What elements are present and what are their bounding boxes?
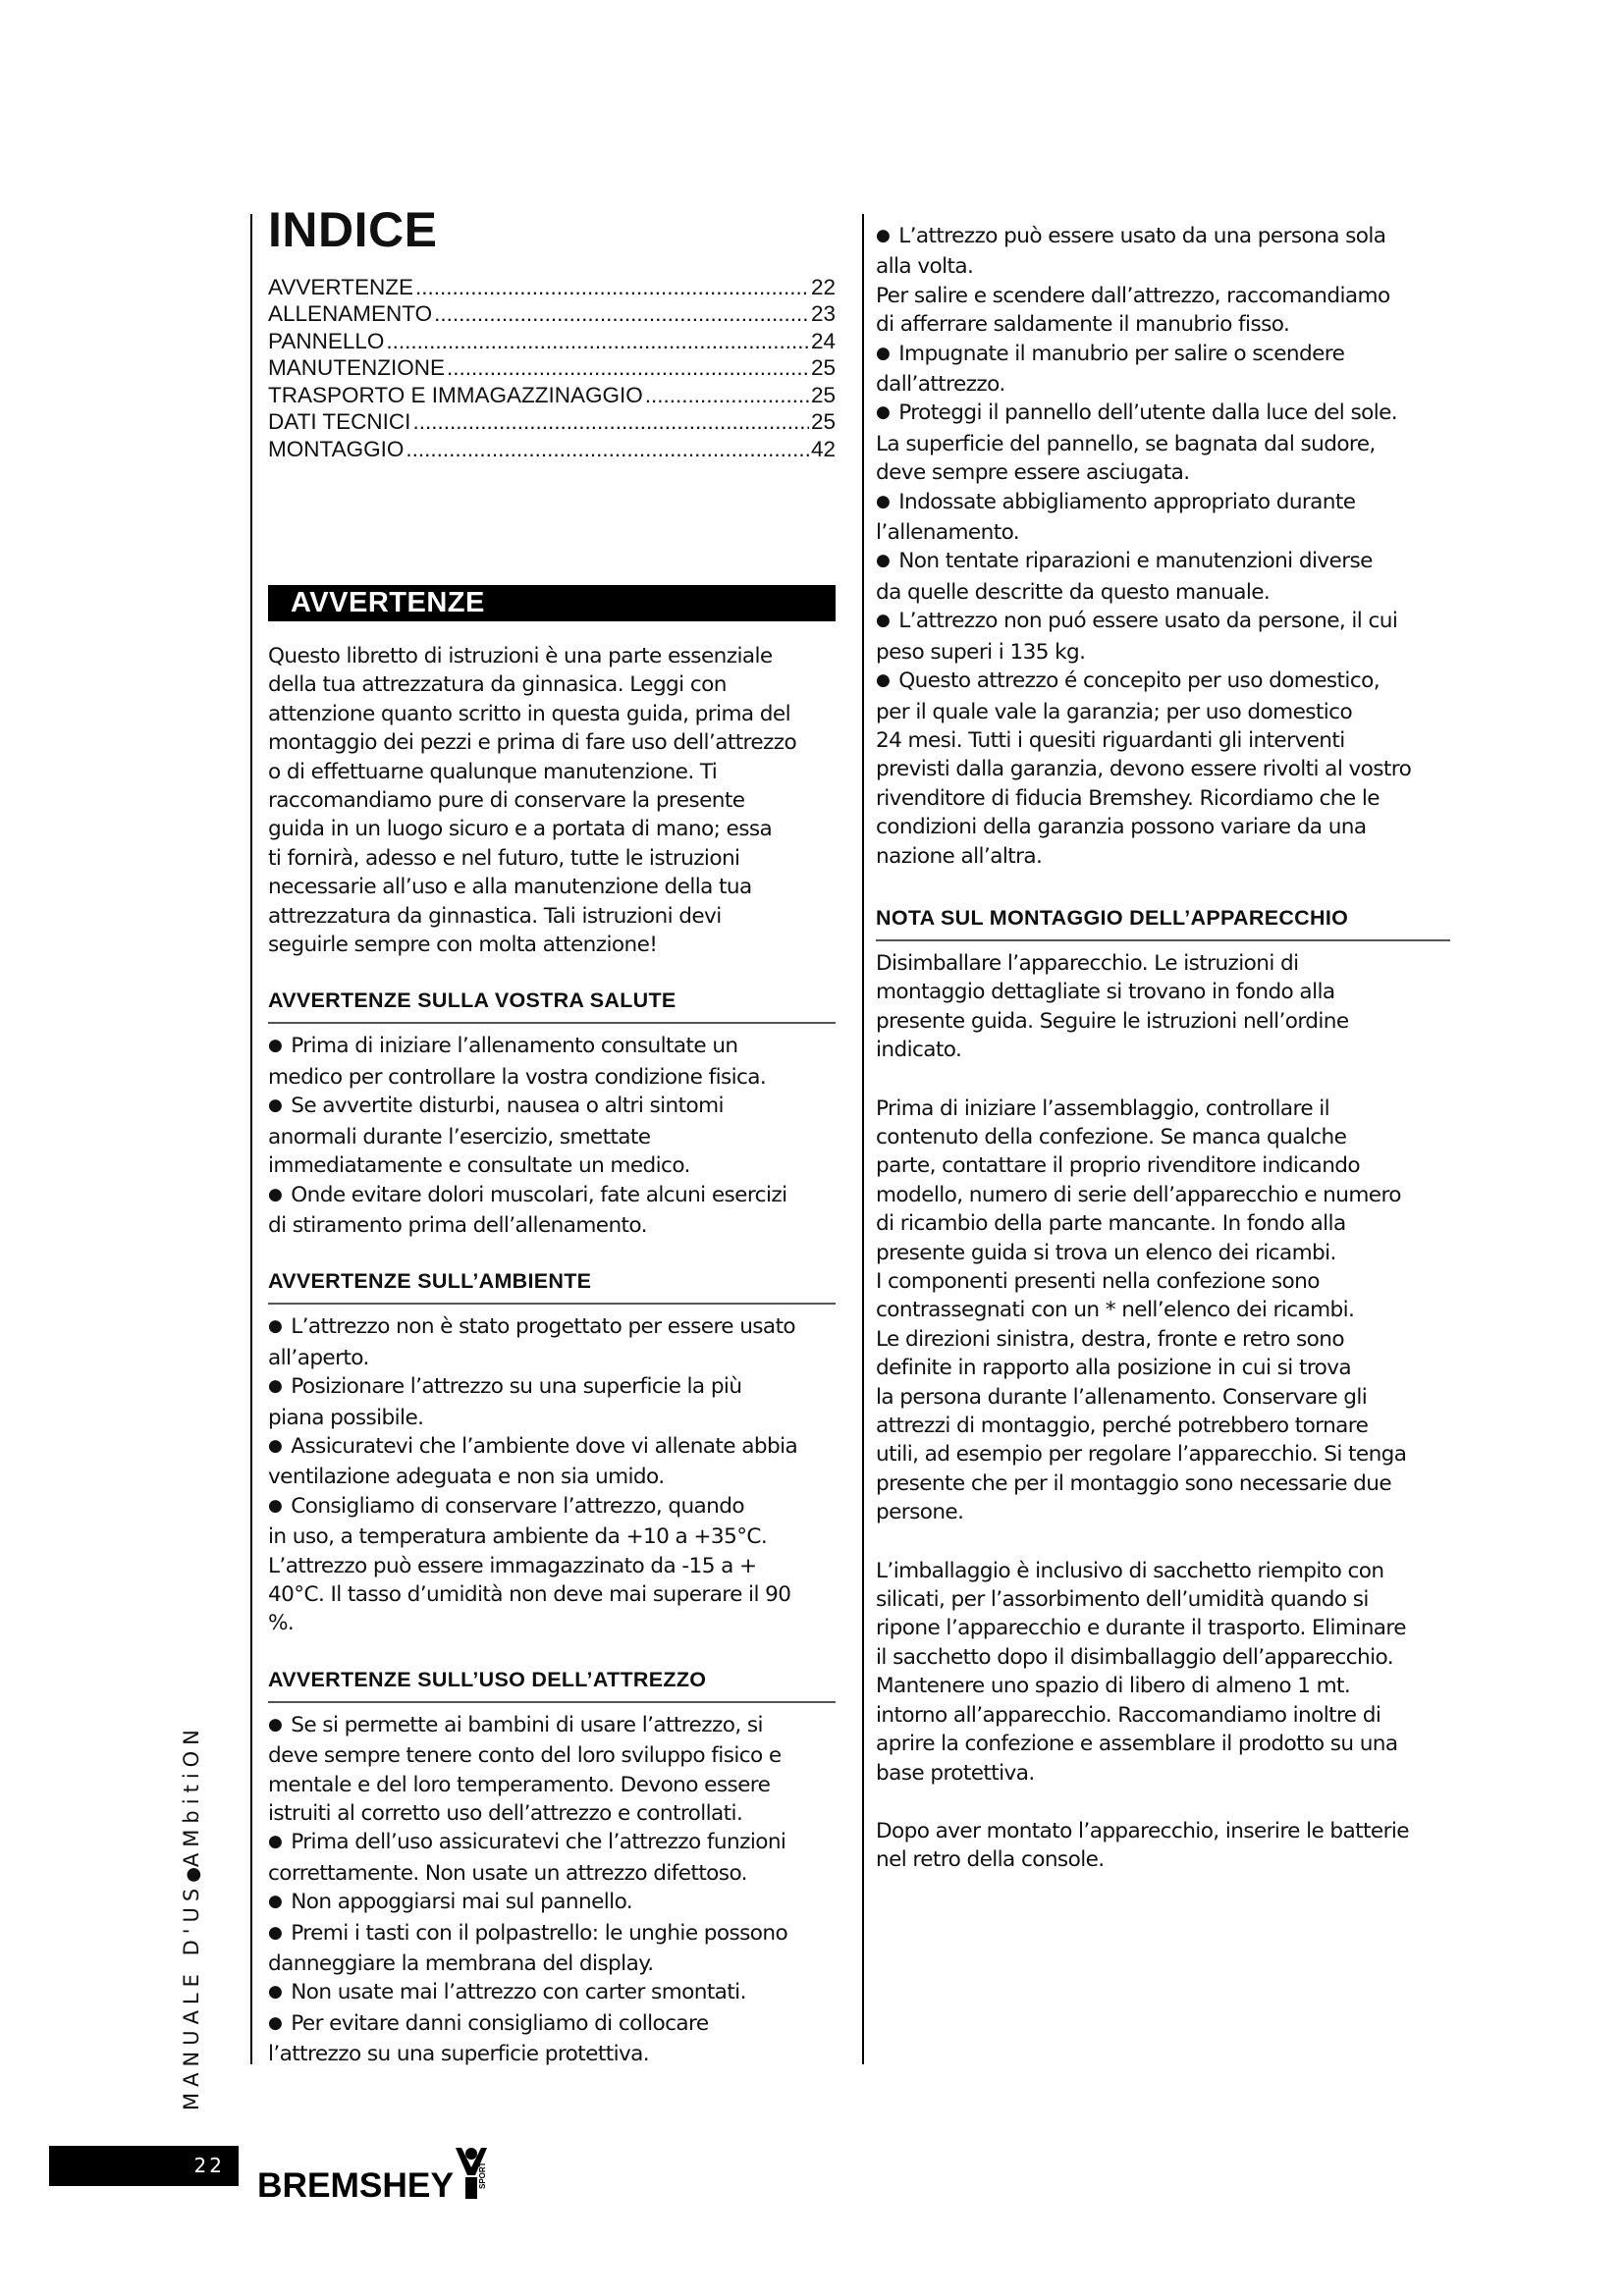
toc-entry-label: PANNELLO (268, 328, 385, 353)
salute-line: medico per controllare la vostra condizione fisica. (268, 1064, 767, 1090)
toc-list (268, 274, 836, 463)
toc-entry-page: 24 (810, 328, 836, 353)
salute-line: ● Prima di iniziare l’allenamento consultate un (268, 1032, 836, 1062)
toc-title: INDICE (268, 202, 438, 257)
uso-cont-line: ● Indossate abbigliamento appropriato durante (876, 488, 1450, 518)
salute-line: ● Onde evitare dolori muscolari, fate alcuni esercizi (268, 1181, 836, 1211)
montaggio-p4-line: nel retro della console. (876, 1847, 1105, 1873)
uso-cont-line: ● Non tentate riparazioni e manutenzioni diverse (876, 547, 1450, 577)
middle-column-rule (862, 214, 864, 2064)
toc-entry-page: 42 (810, 436, 836, 461)
uso-cont-line: 24 mesi. Tutti i quesiti riguardanti gli interventi (876, 727, 1345, 753)
intro-line: attrezzatura da ginnastica. Tali istruzioni devi (268, 903, 722, 929)
ambiente-line: 40°C. Il tasso d’umidità non deve mai superare il 90 (268, 1581, 791, 1607)
uso-cont-line: per il quale vale la garanzia; per uso domestico (876, 699, 1353, 724)
logo-figure-body-icon (465, 2177, 477, 2199)
montaggio-paragraph-1 (876, 949, 1450, 1065)
ambiente-line: ● Consigliamo di conservare l’attrezzo, quando (268, 1492, 836, 1522)
intro-line: guida in un luogo sicuro e a portata di mano; essa (268, 817, 773, 842)
ambiente-list (268, 1312, 836, 1637)
side-manual-title (180, 1724, 203, 2110)
uso-line: correttamente. Non usate un attrezzo difettoso. (268, 1860, 747, 1886)
brand-suffix: SPORT (478, 2162, 487, 2189)
ambiente-line: ● L’attrezzo non è stato progettato per essere usato (268, 1312, 836, 1343)
left-column-rule (250, 214, 252, 2064)
side-dot-icon: ● (183, 1867, 203, 1883)
toc-leader-dots (415, 274, 809, 301)
montaggio-p2-line: presente che per il montaggio sono necessarie due (876, 1470, 1392, 1496)
toc-leader-dots (434, 300, 809, 328)
toc-leader-dots (406, 436, 809, 463)
uso-cont-line: peso superi i 135 kg. (876, 639, 1086, 665)
toc-entry-label: MANUTENZIONE (268, 355, 445, 380)
montaggio-p2-line: persone. (876, 1500, 964, 1525)
salute-line: anormali durante l’esercizio, smettate (268, 1124, 651, 1149)
toc-entry-page: 22 (810, 274, 836, 299)
uso-cont-line: ● L’attrezzo può essere usato da una persona sola (876, 222, 1450, 252)
montaggio-p2-line: modello, numero di serie dell’apparecchio e numero (876, 1182, 1401, 1207)
intro-line: raccomandiamo pure di conservare la presente (268, 788, 745, 814)
montaggio-p2-line: presente guida si trova un elenco dei ricambi. (876, 1240, 1336, 1265)
montaggio-p2-line: I componenti presenti nella confezione sono (876, 1269, 1320, 1294)
uso-cont-line: l’allenamento. (876, 520, 1020, 546)
uso-line: ● Se si permette ai bambini di usare l’attrezzo, si (268, 1711, 836, 1741)
salute-line: ● Se avvertite disturbi, nausea o altri sintomi (268, 1092, 836, 1122)
side-title-part-b: AMbitiON (180, 1724, 203, 1868)
toc-entry-label: DATI TECNICI (268, 409, 411, 434)
toc-entry (268, 408, 836, 436)
montaggio-p2-line: contenuto della confezione. Se manca qualche (876, 1124, 1347, 1149)
toc-leader-dots (386, 328, 809, 355)
intro-line: attenzione quanto scritto in questa guida, prima del (268, 701, 790, 726)
uso-cont-line: previsti dalla garanzia, devono essere rivolti al vostro (876, 757, 1412, 782)
uso-cont-line: rivenditore di fiducia Bremshey. Ricordiamo che le (876, 785, 1380, 811)
uso-line: danneggiare la membrana del display. (268, 1951, 654, 1977)
left-column (268, 204, 836, 2069)
toc-entry-page: 23 (810, 301, 836, 326)
ambiente-line: ● Assicuratevi che l’ambiente dove vi allenate abbia (268, 1432, 836, 1463)
salute-line: immediatamente e consultate un medico. (268, 1153, 690, 1179)
ambiente-line: L’attrezzo può essere immagazzinato da -15 a + (268, 1553, 757, 1578)
montaggio-heading: NOTA SUL MONTAGGIO DELL’APPARECCHIO (876, 906, 1450, 941)
montaggio-paragraph-3 (876, 1557, 1450, 1788)
toc-entry-label: ALLENAMENTO (268, 301, 433, 326)
montaggio-p2-line: di ricambio della parte mancante. In fondo alla (876, 1211, 1346, 1237)
montaggio-p1-line: Disimballare l’apparecchio. Le istruzioni di (876, 950, 1299, 976)
toc-leader-dots (447, 354, 809, 382)
toc-entry (268, 354, 836, 382)
uso-cont-line: La superficie del pannello, se bagnata dal sudore, (876, 431, 1376, 456)
uso-line: istruiti al corretto uso dell’attrezzo e controllati. (268, 1801, 743, 1826)
montaggio-p2-line: parte, contattare il proprio rivenditore indicando (876, 1153, 1360, 1179)
montaggio-p1-line: montaggio dettagliate si trovano in fondo alla (876, 980, 1335, 1005)
uso-cont-line: ● Proteggi il pannello dell’utente dalla luce del sole. (876, 399, 1450, 429)
toc-leader-dots (645, 382, 809, 409)
montaggio-p3-line: base protettiva. (876, 1760, 1035, 1786)
uso-line: ● Per evitare danni consigliamo di collocare (268, 2009, 836, 2040)
ambiente-heading: AVVERTENZE SULL’AMBIENTE (268, 1269, 836, 1305)
toc-entry-label: MONTAGGIO (268, 436, 405, 461)
avvertenze-intro (268, 642, 836, 959)
intro-line: necessarie all’uso e alla manutenzione della tua (268, 875, 752, 900)
toc-entry-page: 25 (810, 382, 836, 407)
intro-line: ti fornirà, adesso e nel futuro, tutte le istruzioni (268, 845, 740, 871)
uso-line: mentale e del loro temperamento. Devono essere (268, 1772, 771, 1797)
ambiente-line: ● Posizionare l’attrezzo su una superficie la più (268, 1372, 836, 1403)
ambiente-line: all’aperto. (268, 1345, 369, 1370)
montaggio-p2-line: la persona durante l’allenamento. Conservare gli (876, 1384, 1368, 1410)
uso-heading: AVVERTENZE SULL’USO DELL’ATTREZZO (268, 1668, 836, 1703)
uso-line: deve sempre tenere conto del loro sviluppo fisico e (268, 1743, 782, 1769)
uso-cont-line: alla volta. (876, 254, 974, 280)
salute-heading: AVVERTENZE SULLA VOSTRA SALUTE (268, 988, 836, 1024)
intro-line: seguirle sempre con molta attenzione! (268, 933, 658, 958)
uso-line: ● Prima dell’uso assicuratevi che l’attrezzo funzioni (268, 1828, 836, 1858)
uso-cont-line: condizioni della garanzia possono variare da una (876, 815, 1367, 840)
right-column (876, 222, 1450, 1875)
toc-entry-label: AVVERTENZE (268, 274, 413, 299)
intro-line: della tua attrezzatura da ginnasica. Leggi con (268, 672, 727, 698)
uso-cont-line: Per salire e scendere dall’attrezzo, raccomandiamo (876, 283, 1390, 308)
bremshey-logo (257, 2142, 493, 2211)
ambiente-line: piana possibile. (268, 1405, 424, 1430)
montaggio-p3-line: L’imballaggio è inclusivo di sacchetto riempito con (876, 1558, 1384, 1583)
uso-cont-line: ● L’attrezzo non puó essere usato da persone, il cui (876, 607, 1450, 637)
montaggio-p4-line: Dopo aver montato l’apparecchio, inserire le batterie (876, 1818, 1409, 1843)
montaggio-p3-line: ripone l’apparecchio e durante il trasporto. Eliminare (876, 1616, 1406, 1641)
uso-cont-line: da quelle descritte da questo manuale. (876, 579, 1271, 605)
toc-entry (268, 274, 836, 301)
montaggio-p1-line: indicato. (876, 1038, 962, 1063)
intro-line: Questo libretto di istruzioni è una parte essenziale (268, 644, 773, 668)
montaggio-p3-line: Mantenere uno spazio di libero di almeno 1 mt. (876, 1674, 1351, 1699)
ambiente-line: ventilazione adeguata e non sia umido. (268, 1465, 665, 1490)
ambiente-line: %. (268, 1611, 295, 1636)
montaggio-p2-line: Le direzioni sinistra, destra, fronte e retro sono (876, 1326, 1344, 1352)
uso-cont-line: ● Impugnate il manubrio per salire o scendere (876, 340, 1450, 370)
toc-entry-page: 25 (810, 409, 836, 434)
page-number: 22 (49, 2146, 239, 2186)
ambiente-line: in uso, a temperatura ambiente da +10 a +35°C. (268, 1524, 768, 1550)
toc-entry (268, 382, 836, 409)
salute-list (268, 1032, 836, 1240)
uso-cont-line: ● Questo attrezzo é concepito per uso domestico, (876, 667, 1450, 697)
side-title-part-a: MANUALE D'US (180, 1882, 203, 2110)
uso-cont-line: nazione all’altra. (876, 843, 1043, 869)
uso-line: l’attrezzo su una superficie protettiva. (268, 2042, 650, 2067)
intro-line: montaggio dei pezzi e prima di fare uso dell’attrezzo (268, 730, 797, 756)
toc-entry-page: 25 (810, 355, 836, 380)
montaggio-paragraph-2 (876, 1095, 1450, 1527)
montaggio-p2-line: definite in rapporto alla posizione in cui si trova (876, 1356, 1352, 1381)
montaggio-p3-line: aprire la confezione e assemblare il prodotto su una (876, 1732, 1398, 1757)
uso-cont-line: deve sempre essere asciugata. (876, 460, 1190, 486)
salute-line: di stiramento prima dell’allenamento. (268, 1212, 647, 1238)
montaggio-p3-line: il sacchetto dopo il disimballaggio dell’apparecchio. (876, 1644, 1394, 1670)
montaggio-p3-line: intorno all’apparecchio. Raccomandiamo inoltre di (876, 1702, 1381, 1728)
toc-entry (268, 300, 836, 328)
uso-line: ● Non appoggiarsi mai sul pannello. (268, 1888, 836, 1918)
toc-entry (268, 436, 836, 463)
toc-entry-label: TRASPORTO E IMMAGAZZINAGGIO (268, 382, 643, 407)
montaggio-p2-line: contrassegnati con un * nell’elenco dei ricambi. (876, 1298, 1355, 1323)
uso-list-continued (876, 222, 1450, 871)
uso-list (268, 1711, 836, 2069)
uso-line: ● Premi i tasti con il polpastrello: le unghie possono (268, 1919, 836, 1949)
brand-wordmark: BREMSHEY (257, 2166, 454, 2205)
montaggio-p2-line: utili, ad esempio per regolare l’apparecchio. Si tenga (876, 1442, 1407, 1468)
intro-line: o di effettuarne qualunque manutenzione. Ti (268, 759, 718, 784)
montaggio-p2-line: attrezzi di montaggio, perché potrebbero tornare (876, 1414, 1369, 1439)
toc-leader-dots (412, 408, 809, 436)
montaggio-p1-line: presente guida. Seguire le istruzioni nell’ordine (876, 1008, 1349, 1034)
logo-figure-head-icon (465, 2148, 477, 2160)
avvertenze-heading-bar: AVVERTENZE (268, 585, 836, 621)
montaggio-paragraph-4 (876, 1817, 1450, 1875)
montaggio-p3-line: silicati, per l’assorbimento dell’umidità quando si (876, 1587, 1369, 1613)
montaggio-p2-line: Prima di iniziare l’assemblaggio, controllare il (876, 1095, 1330, 1121)
toc-entry (268, 328, 836, 355)
uso-cont-line: di afferrare saldamente il manubrio fisso. (876, 312, 1290, 338)
uso-line: ● Non usate mai l’attrezzo con carter smontati. (268, 1978, 836, 2008)
uso-cont-line: dall’attrezzo. (876, 372, 1005, 398)
